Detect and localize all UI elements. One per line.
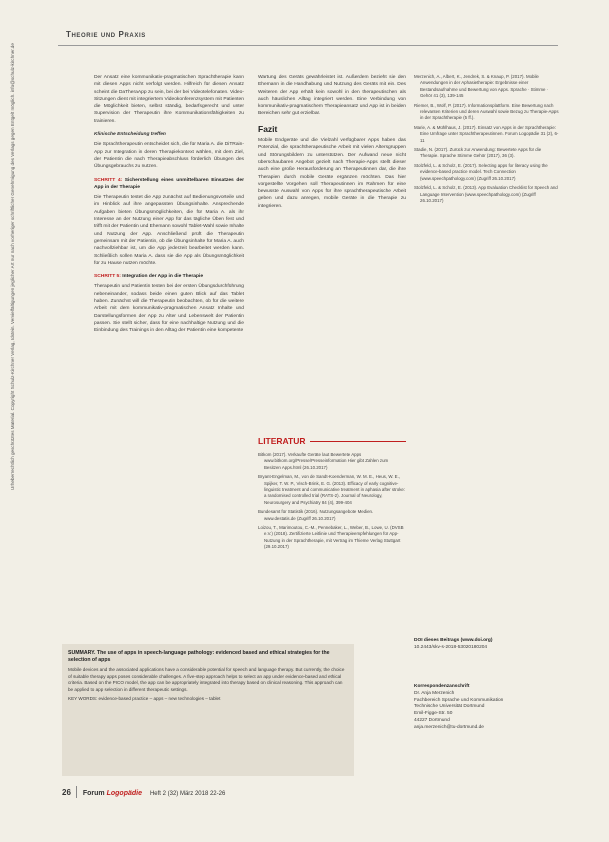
header-rule (58, 45, 558, 46)
paragraph: Therapeutin und Patientin testen bei der ersten Übungsdurchführung nebeneinander, sodass beide einen guten Blick auf das Tablet haben. Zunächst will die Therapeutin beobachten, ob für die weitere Arbeit mit dem kommunikativ-pragmatischen Ansatz Inhalte und Darstellungsformen der App zu Alter und Lebenswelt der Patientin passen. Sie stellt sicher, dass für eine nachhaltige Nutzung und die Einbindung des Trainings in den Alltag der Patientin eine kompetente (94, 284, 244, 334)
paragraph: Wartung des Geräts gewährleistet ist. Außerdem bezieht sie den Ehemann in die Handhabung und Nutzung des Geräts mit ein. Des Weiteren der App erhält kein sowohl in den therapeutischen als auch häuslichen Alltag integriert werden. Eine Verbindung von kommunikativ-pragmatischem Therapieansatz und App ist in beiden Bereichen sehr gut erzielbar. (258, 75, 406, 117)
magazine-name (83, 790, 142, 797)
paragraph: Mobile Endgeräte und die Vielzahl verfügbarer Apps haben das Potenzial, die sprachtherapeutische Arbeit mit vielen Altersgruppen und Störungsbildern zu unterstützen. Der Aufwand neue nicht überschaubaren Angebot gezielt nach Therapie-Apps stellt dieser auch eine große Herausforderung an Therapeutinnen dar, die ihre Therapien durch mobile Geräte ergänzen möchten. Das hier vorgestellte Vorgehen soll Therapeutinnen im Rahmen für eine bewusste Auswahl von Apps für ihre sprachtherapeutische Arbeit geben und dazu anregen, mobile Geräte in die Therapie zu integrieren. (258, 138, 406, 209)
page-number: 26 (62, 788, 71, 797)
reference-list-1 (258, 452, 406, 554)
issue-info: Heft 2 (32) März 2018 22-26 (149, 791, 226, 797)
copyright-sidebar (8, 43, 22, 490)
paragraph: Der Ansatz eine kommunikativ-pragmatischen Sprachtherapie kann mit diesen Apps nicht verfolgt werden. Hilfreich für diesen Ansatz scheint die DaTheraApp zu sein, bei der bei Videotelefonaten. Video-Sitzungen dient mit integriertem Videokonferenzsystem mit Patienten die Möglichkeit bieten, selbst ständig, bedarfsgerecht und unter Supervision der Therapeutin ihre Kommunikationsfähigkeiten zu trainieren. (94, 75, 244, 124)
reference: Marie, A. & Mühlhaus, J. (2017). Einsatz von Apps in der Sprachtherapie: Eine Umfrage unter Sprachtherapeutinnen. Forum Logopädie 31 (2), 6-11 (414, 124, 559, 143)
literature-header (258, 436, 406, 446)
reference: Bitkom (2017). Verkaufte Geräte laut Bewertete Apps www.bitkom.org/Presse/Presseinformation Hier gibt Zahlen zum Besitzen Apps.html (26.10.2017) (258, 452, 389, 470)
step-number: SCHRITT 4: (94, 177, 123, 183)
paragraph: Die Sprachtherapeutin entscheidet sich, die für Maria A. die DiTRain-App zur Integration in deren Therapiekontext wählen, mit dem Ziel, der Patientin die nach Therapieabschluss förderlich Übungen des Übungsgebrauchs zu nutzen. (94, 142, 244, 170)
reference-list-2 (414, 74, 560, 207)
section-header: Theorie und Praxis (66, 30, 146, 39)
subheading: Klinische Entscheidung treffen (94, 132, 166, 138)
doi-box (414, 638, 560, 652)
step-number: SCHRITT 5: (94, 274, 121, 280)
article-column-1 (94, 74, 244, 338)
paragraph: Die Therapeutin testet die App zunächst auf Bedienungsvorteile und im Hinblick auf ihre angepassten Übungsinhalte. Ansprechende Aufgaben bieten Übungsmöglichkeiten, die für Maria A. als ihr Interesse an der Nutzung einer App für das tägliche Üben fest und trifft mit der Patientin und Ehemann sowohl Tablet-Wahl sowie Inhalte und Nutzung der App. Anschließend prüft die Therapeutin gemeinsam mit der Patientin, ob die Übungsinhalte für Maria A. auch nachvollziehbar ist, um die App jederzeit bearbeitet werden kann. Schließlich sollen Maria A. dass sie die App als Übungsmöglichkeit für zu Hause nutzen möchte. (94, 195, 244, 266)
article-column-2 (258, 74, 406, 213)
literature-rule (310, 441, 406, 442)
doi-value: 10.2443/skv-s-2018-53020180204 (414, 644, 488, 650)
summary-box (62, 644, 354, 776)
contact-line: 44227 Dortmund (414, 717, 450, 723)
reference: Stadie, N. (2017). Zurück zur Anwendung: Bewertete Apps für die Therapie. Sprache Stimme Gehör (2017), 36 (3). (414, 147, 542, 159)
magazine-title: Logopädie (106, 790, 142, 797)
reference: Bundesamt für Statistik (2016). Nutzungsangebote Medien. www.destatis.de (Zugriff 26.10.2017) (258, 509, 374, 521)
contact-email[interactable]: anja.merzenich@tu-dortmund.de (414, 724, 484, 730)
step-title: Sicherstellung eines unmittelbaren Einsatzes der App in der Therapie (94, 177, 244, 190)
reference: Bryant-Engelman, M., von de Sandt-Koenderman, W. M. E., Heus, W. E., Spijker, T. W. P., Visch-Brink, E. G. (2013). Efficacy of early cognitive-linguistic treatment and communicative treatment in aphasia after stroke: a randomised controlled trial (RATS-2). Journal of Neurology, Neurosurgery and Psychiatry 84 (4), 399-404 (258, 474, 406, 505)
contact-line: Fachbereich Sprache und Kommunikation (414, 697, 504, 703)
doi-label: DOI dieses Beitrags (www.doi.org) (414, 638, 493, 643)
contact-label: Korrespondenzanschrift (414, 684, 470, 689)
magazine-prefix: Forum (82, 790, 105, 797)
step-heading (94, 177, 244, 192)
contact-line: Dr. Anja Merzenich (414, 690, 455, 696)
summary-body: Mobile devices and the associated applications have a considerable potential for speech and language therapy. But currently, the choice of suitable therapy apps poses considerable challenges. A five-step approach helps to select an app under evidence-based and ethical criteria. Based on the PICO model, the app can be appropriately integrated into therapy based on clinical reasoning. This approach can be applied to app selection in different therapeutic settings. (68, 667, 345, 692)
contact-line: Emil-Figge-Str. 50 (414, 711, 453, 717)
summary-keywords: KEY WORDS: evidence-based practice – apps – new technologies – tablet (68, 696, 221, 702)
reference: Stolzfeld, L. & Scholz, E. (2013). App Evaluation Checklist for Speech and Language Intervention (www.speechpathology.com) (Zugriff 26.10.2017) (414, 185, 558, 203)
reference: Loizou, T., Marimoutou, C.-M., Pennebaker, L., Weber, B., Lowe, U. (DVSB e.V.) (2018). Zertifizierte Leitlinie und Therapieempfehlungen für App-Nutzung in der Sprachtherapie, mit Vertrag im Thieme Verlag Stuttgart (29.10.2017) (258, 525, 404, 550)
copyright-notice: Urheberrechtlich geschütztes Material. Copyright Schulz-Kirchner Verlag, Idstein. Vervielfältigungen jeglicher Art nur nach vorheriger schriftlicher Genehmigung des Verlags gegen Entgelt möglich. info@schulz-kirchner.de (10, 43, 15, 490)
reference: Merzenich, A., Albert, K., Jendrek, S. & Knaup, P. (2017). Mobile Anwendungen in der Aphasietherapie: Ergebnisse einer Bestandsaufnahme und Bewertung von Apps. Sprache · Stimme · Gehör 41 (3), 139-145 (414, 74, 549, 99)
reference: Riemer, B., Wolf, P. (2017). Informationsplattform. Eine Bewertung nach relevanten Kriterien und deren Auswahl sowie Bezug zu Therapie-Apps in der Sprachtherapie (5 ff.). (414, 102, 559, 121)
page-footer (62, 788, 225, 797)
literature-title: LITERATUR (258, 436, 306, 446)
step-title: Integration der App in die Therapie (122, 274, 204, 280)
contact-box (414, 684, 560, 732)
reference: Stolzfeld, L. & Scholz, E. (2017). Selecting apps for literacy using the evidence-based practice model. Tech Connection (www.speechpathology.com) (Zugriff 26.10.2017) (414, 162, 548, 181)
contact-line: Technische Universität Dortmund (414, 704, 485, 710)
section-heading-fazit: Fazit (258, 123, 278, 134)
step-heading (94, 273, 244, 280)
summary-title: SUMMARY. The use of apps in speech-language pathology: evidenced based and ethical strategies for the selection of apps (68, 650, 330, 663)
